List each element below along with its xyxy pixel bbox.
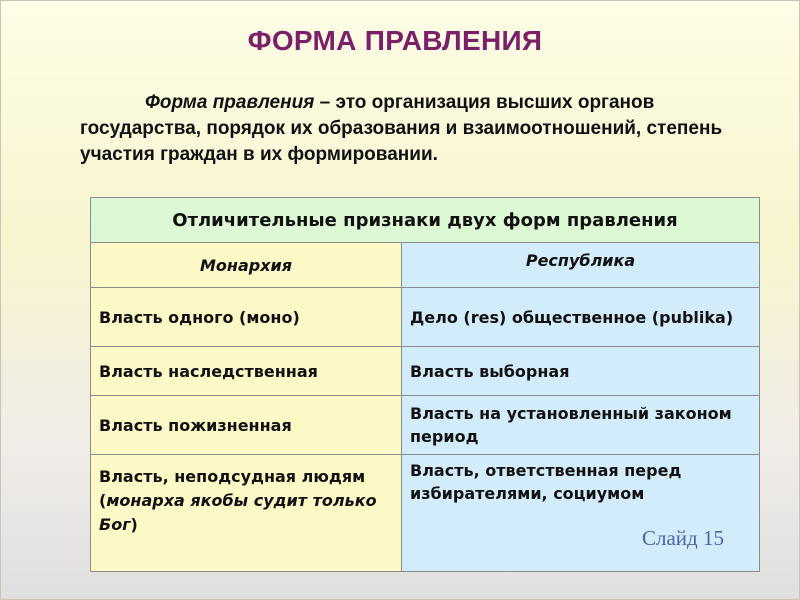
column-header-republic: Республика: [402, 243, 760, 288]
monarchy-cell-main: Власть, неподсудная людям (: [99, 467, 366, 510]
column-header-monarchy: Монархия: [91, 243, 402, 288]
monarchy-cell: Власть наследственная: [91, 347, 402, 396]
republic-cell: Власть, ответственная перед избирателями, социумом: [402, 455, 760, 572]
definition-paragraph: [80, 90, 760, 168]
slide-number: Слайд 15: [642, 526, 724, 550]
republic-cell: Власть на установленный законом период: [402, 396, 760, 455]
definition-term: Форма правления: [145, 92, 315, 113]
republic-cell: Дело (res) общественное (publika): [402, 288, 760, 347]
definition-text: – это организация высших органов государства, порядок их образования и взаимоотношений, степень участия граждан в их формировании.: [80, 92, 723, 165]
table-row: [91, 455, 760, 572]
monarchy-cell: Власть пожизненная: [91, 396, 402, 455]
monarchy-cell-end: ): [130, 515, 138, 534]
monarchy-cell: [91, 455, 402, 572]
republic-cell: Власть выборная: [402, 347, 760, 396]
monarchy-cell-italic: монарха якобы судит только Бог: [99, 491, 377, 534]
table-header: Отличительные признаки двух форм правления: [91, 198, 760, 243]
table-row: [91, 288, 760, 347]
table-row: [91, 347, 760, 396]
monarchy-cell: Власть одного (моно): [91, 288, 402, 347]
comparison-table: [90, 197, 760, 572]
slide-title: ФОРМА ПРАВЛЕНИЯ: [247, 25, 543, 56]
table-row: [91, 396, 760, 455]
